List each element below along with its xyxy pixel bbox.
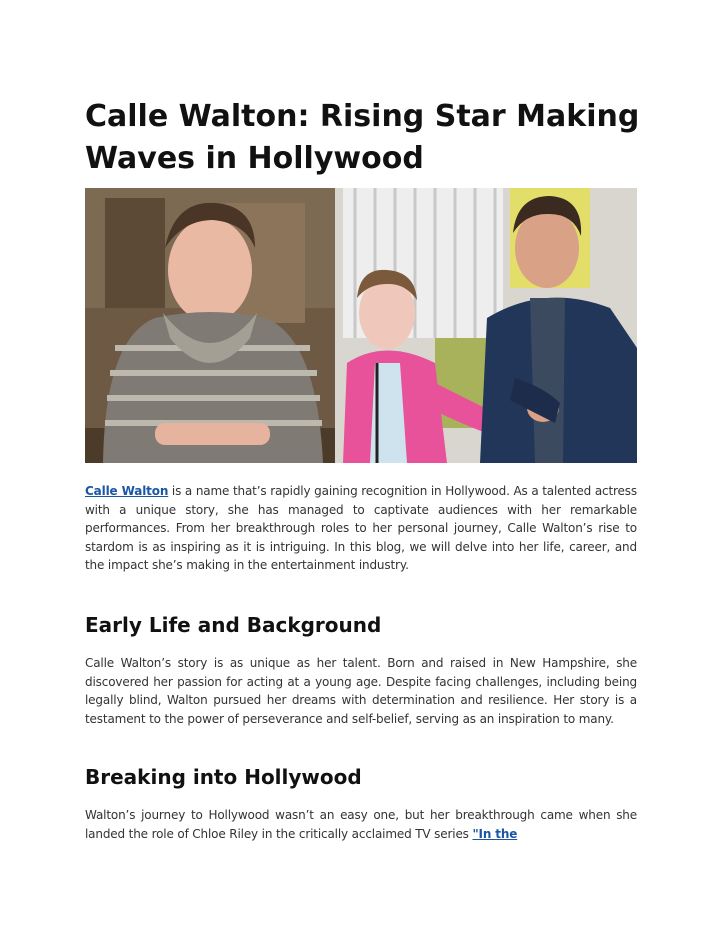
section-heading-early-life: Early Life and Background bbox=[85, 613, 382, 637]
breaking-text: Walton’s journey to Hollywood wasn’t an easy one, but her breakthrough came when she landed the role of Chloe Riley in the critically acclaimed TV series bbox=[85, 808, 637, 841]
early-life-paragraph: Calle Walton’s story is as unique as her talent. Born and raised in New Hampshire, she discovered her passion for acting at a young age. Despite facing challenges, including being legally blind, Walton pursued her dreams with determination and resilience. Her story is a testament to the power of perseverance and self-belief, serving as an inspiration to many. bbox=[85, 656, 637, 726]
calle-walton-link[interactable]: Calle Walton bbox=[85, 484, 169, 498]
article-title: Calle Walton: Rising Star Making Waves in Hollywood bbox=[85, 99, 640, 176]
intro-text: is a name that’s rapidly gaining recognition in Hollywood. As a talented actress with a unique story, she has managed to captivate audiences with her remarkable performances. From her breakthrough roles to her personal journey, Calle Walton’s rise to stardom is as inspiring as it is intriguing. In this blog, we will delve into her life, career, and the impact she’s making in the entertainment industry. bbox=[85, 484, 637, 572]
section-heading-breaking-into-hollywood: Breaking into Hollywood bbox=[85, 765, 362, 789]
breaking-into-hollywood-paragraph bbox=[85, 806, 637, 843]
intro-paragraph bbox=[85, 482, 637, 575]
in-the-series-link[interactable]: "In the bbox=[472, 826, 518, 841]
hero-image bbox=[85, 188, 637, 463]
